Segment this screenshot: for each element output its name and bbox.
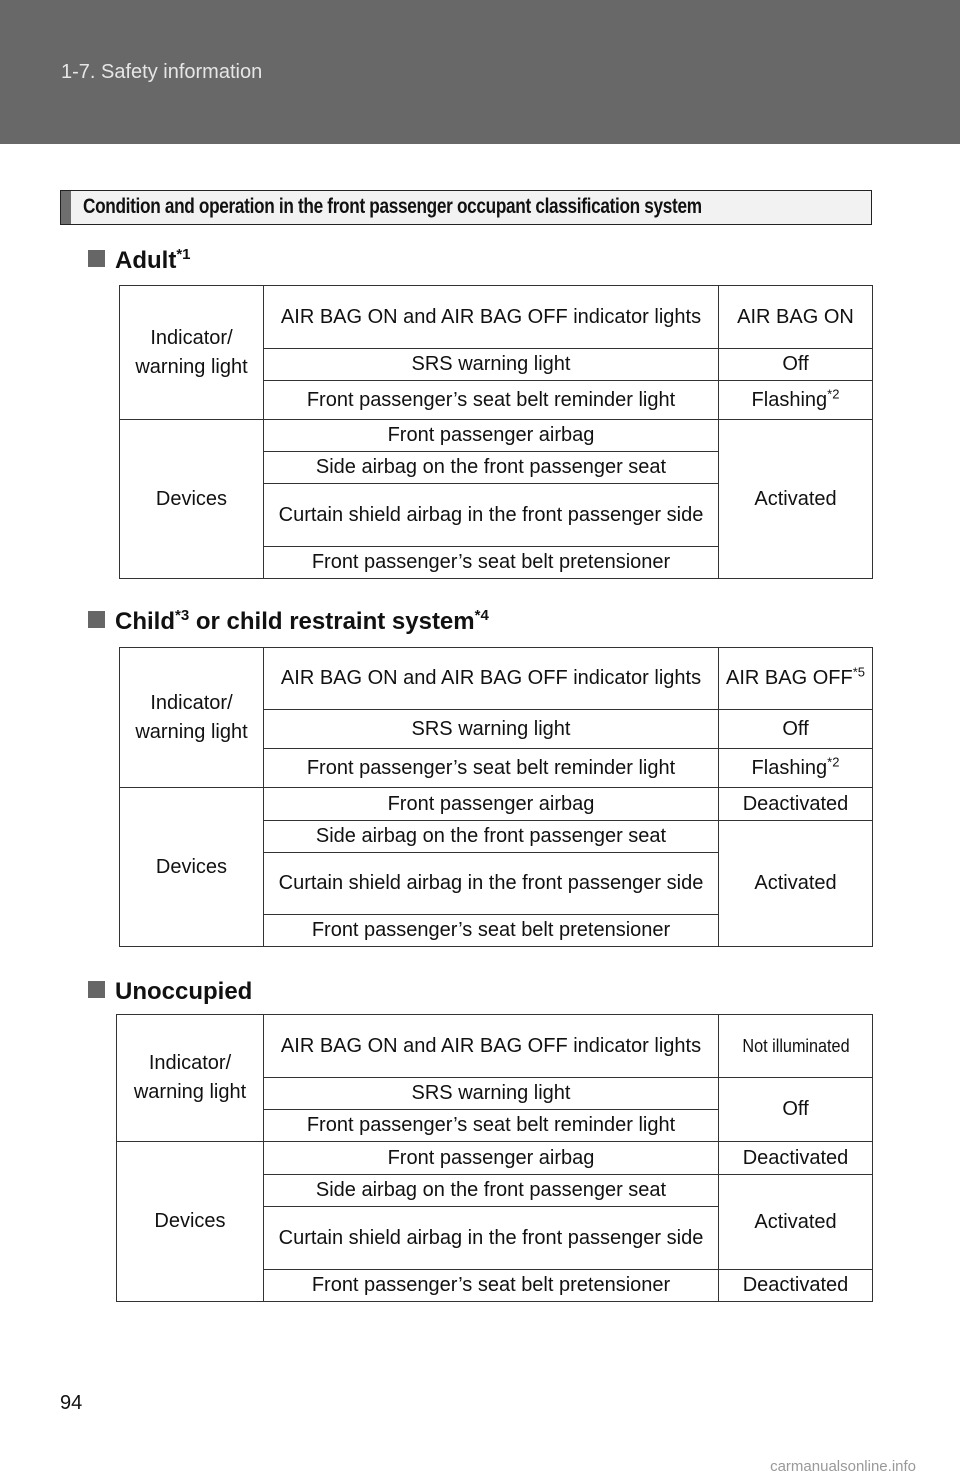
cell-pretensioner-value: Deactivated (719, 1270, 873, 1302)
square-bullet-icon (88, 611, 105, 628)
cell-airbag-lights-value: Not illuminated (726, 1015, 865, 1078)
cell-front-airbag-label: Front passenger airbag (264, 1142, 719, 1175)
cell-pretensioner-label: Front passenger’s seat belt pretensioner (264, 547, 719, 579)
section-bar-accent (61, 191, 71, 224)
subhead-child-label-b: or child restraint system (189, 608, 475, 635)
airbag-lights-value-text: AIR BAG OFF (726, 667, 853, 689)
belt-reminder-text: Flashing (751, 756, 828, 779)
cell-curtain-airbag-label: Curtain shield airbag in the front passenger side (264, 853, 719, 915)
subhead-adult (88, 246, 191, 275)
cell-devices-label: Devices (117, 1142, 264, 1302)
subhead-adult-label: Adult (115, 247, 177, 274)
cell-srs-value: Off (719, 349, 873, 381)
watermark: carmanualsonline.info (770, 1458, 916, 1475)
cell-indicator-label: Indicator/ warning light (117, 1015, 264, 1142)
cell-front-airbag-value: Deactivated (719, 788, 873, 821)
square-bullet-icon (88, 250, 105, 267)
subhead-adult-note: *1 (176, 246, 191, 263)
cell-belt-reminder-label: Front passenger’s seat belt reminder light (264, 381, 719, 420)
subhead-child-note-b: *4 (474, 607, 489, 624)
subhead-child-label: Child (115, 608, 175, 635)
cell-belt-reminder-label: Front passenger’s seat belt reminder light (264, 749, 719, 788)
cell-front-airbag-label: Front passenger airbag (264, 788, 719, 821)
cell-belt-reminder-value (719, 749, 873, 788)
cell-airbag-lights-label: AIR BAG ON and AIR BAG OFF indicator lights (264, 1015, 719, 1078)
cell-side-airbag-label: Side airbag on the front passenger seat (264, 821, 719, 853)
square-bullet-icon (88, 981, 105, 998)
cell-indicator-label: Indicator/ warning light (120, 648, 264, 788)
table-unoccupied (116, 1014, 873, 1302)
cell-front-airbag-label: Front passenger airbag (264, 420, 719, 452)
belt-reminder-note: *2 (827, 753, 840, 769)
header-section-title: 1-7. Safety information (61, 61, 263, 83)
cell-pretensioner-label: Front passenger’s seat belt pretensioner (264, 915, 719, 947)
airbag-lights-value-note: *5 (852, 664, 865, 680)
table-child (119, 647, 873, 947)
section-title-bar (60, 190, 872, 225)
cell-curtain-airbag-label: Curtain shield airbag in the front passenger side (264, 484, 719, 547)
table-adult (119, 285, 873, 579)
cell-airbag-lights-value (719, 648, 873, 710)
page-number: 94 (60, 1392, 83, 1414)
cell-srs-value: Off (719, 710, 873, 749)
subhead-unoccupied-label: Unoccupied (115, 978, 253, 1005)
cell-front-airbag-value: Deactivated (719, 1142, 873, 1175)
cell-srs-belt-value: Off (719, 1078, 873, 1142)
cell-airbag-lights-label: AIR BAG ON and AIR BAG OFF indicator lights (264, 286, 719, 349)
cell-srs-label: SRS warning light (264, 1078, 719, 1110)
page-header (0, 0, 960, 144)
cell-indicator-label: Indicator/ warning light (120, 286, 264, 420)
cell-srs-label: SRS warning light (264, 710, 719, 749)
section-title: Condition and operation in the front passenger occupant classification system (83, 195, 702, 218)
cell-other-devices-value: Activated (719, 821, 873, 947)
cell-belt-reminder-value (719, 381, 873, 420)
subhead-unoccupied (88, 978, 252, 1006)
cell-devices-label: Devices (120, 788, 264, 947)
cell-side-curtain-value: Activated (719, 1175, 873, 1270)
cell-airbag-lights-label: AIR BAG ON and AIR BAG OFF indicator lights (264, 648, 719, 710)
subhead-child (88, 607, 489, 636)
cell-srs-label: SRS warning light (264, 349, 719, 381)
belt-reminder-note: *2 (827, 385, 840, 401)
cell-devices-value: Activated (719, 420, 873, 579)
subhead-child-note-a: *3 (175, 607, 190, 624)
cell-side-airbag-label: Side airbag on the front passenger seat (264, 452, 719, 484)
cell-airbag-lights-value: AIR BAG ON (719, 286, 873, 349)
cell-belt-reminder-label: Front passenger’s seat belt reminder light (264, 1110, 719, 1142)
cell-devices-label: Devices (120, 420, 264, 579)
cell-pretensioner-label: Front passenger’s seat belt pretensioner (264, 1270, 719, 1302)
cell-side-airbag-label: Side airbag on the front passenger seat (264, 1175, 719, 1207)
cell-curtain-airbag-label: Curtain shield airbag in the front passenger side (264, 1207, 719, 1270)
belt-reminder-text: Flashing (751, 388, 828, 411)
